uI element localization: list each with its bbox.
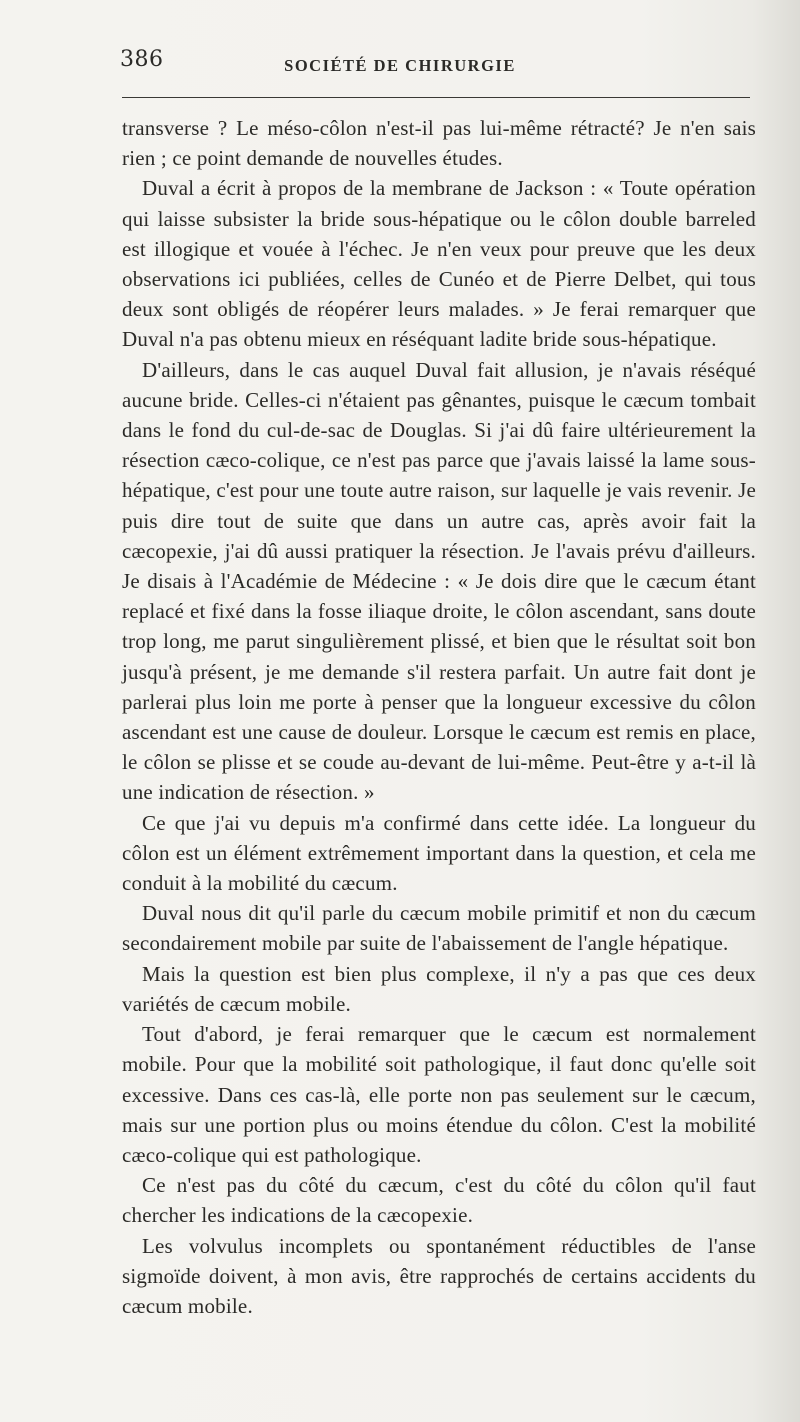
paragraph-6: Mais la question est bien plus complexe, il n'y a pas que ces deux variétés de cæcum mobile. (122, 961, 756, 1016)
paragraph-1: transverse ? Le méso-côlon n'est-il pas lui-même rétracté? Je n'en sais rien ; ce point demande de nouvelles études. (122, 116, 756, 171)
page-number: 386 (120, 47, 164, 72)
paragraph-2: Duval a écrit à propos de la membrane de Jackson : « Toute opération qui laisse subsister la bride sous-hépatique ou le côlon double barreled est illogique et vouée à l'échec. Je n'en veux pour preuve que les deux observations ici publiées, celles de Cunéo et de Pierre Delbet, qui tous deux sont obligés de réopérer leurs malades. » Je ferai remarquer que Duval n'a pas obtenu mieux en réséquant ladite bride sous-hépatique. (122, 176, 756, 352)
paragraph-5: Duval nous dit qu'il parle du cæcum mobile primitif et non du cæcum secondairement mobile par suite de l'abaissement de l'angle hépatique. (122, 901, 756, 956)
paragraph-7: Tout d'abord, je ferai remarquer que le cæcum est normalement mobile. Pour que la mobilité soit pathologique, il faut donc qu'elle soit excessive. Dans ces cas-là, elle porte non pas seulement sur le cæcum, mais sur une portion plus ou moins étendue du côlon. C'est la mobilité cæco-colique qui est pathologique. (122, 1022, 756, 1167)
paragraph-3: D'ailleurs, dans le cas auquel Duval fait allusion, je n'avais réséqué aucune bride. Celles-ci n'étaient pas gênantes, puisque le cæcum tombait dans le fond du cul-de-sac de Douglas. Si j'ai dû faire ultérieurement la résection cæco-colique, ce n'est pas parce que j'avais laissé la lame sous-hépatique, c'est pour une toute autre raison, sur laquelle je vais revenir. Je puis dire tout de suite que dans un autre cas, après avoir fait la cæcopexie, j'ai dû aussi pratiquer la résection. Je l'avais prévu d'ailleurs. Je disais à l'Académie de Médecine : « Je dois dire que le cæcum étant replacé et fixé dans la fosse iliaque droite, le côlon ascendant, sans doute trop long, me parut singulièrement plissé, et bien que le résultat soit bon jusqu'à présent, je me demande s'il restera parfait. Un autre fait dont je parlerai plus loin me porte à penser que la longueur excessive du côlon ascendant est une cause de douleur. Lorsque le cæcum est remis en place, le côlon se plisse et se coude au-devant de lui-même. Peut-être y a-t-il là une indication de résection. » (122, 357, 756, 805)
paragraph-8: Ce n'est pas du côté du cæcum, c'est du côté du côlon qu'il faut chercher les indications de la cæcopexie. (122, 1173, 756, 1228)
paragraph-4: Ce que j'ai vu depuis m'a confirmé dans cette idée. La longueur du côlon est un élément extrêmement important dans la question, et cela me conduit à la mobilité du cæcum. (122, 810, 756, 896)
header-rule (122, 97, 750, 98)
running-head: SOCIÉTÉ DE CHIRURGIE (284, 56, 516, 75)
paragraph-9: Les volvulus incomplets ou spontanément réductibles de l'anse sigmoïde doivent, à mon avis, être rapprochés de certains accidents du cæcum mobile. (122, 1233, 756, 1318)
body-text (122, 113, 756, 1321)
